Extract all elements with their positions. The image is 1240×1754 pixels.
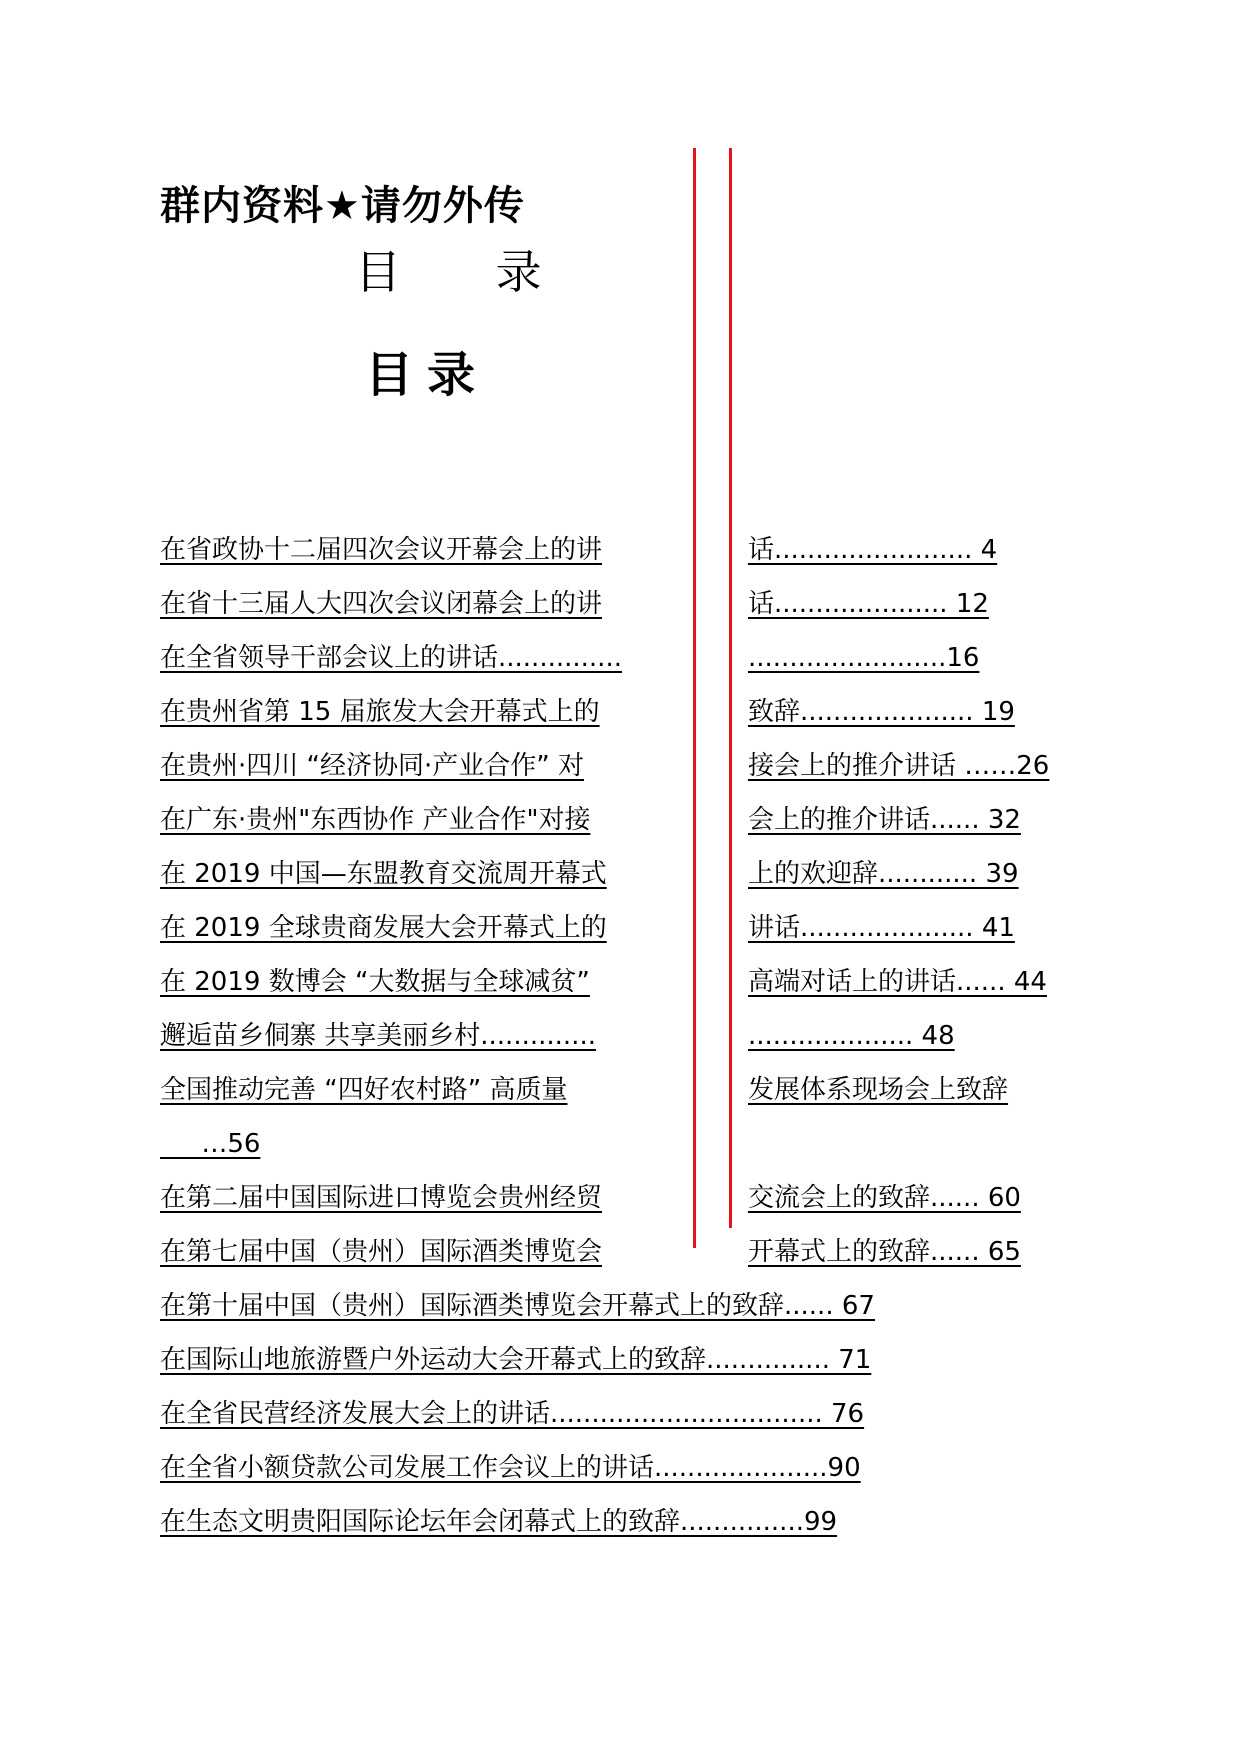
toc-entry-page[interactable]: ........................16 bbox=[748, 643, 980, 673]
toc-entry-page[interactable]: 接会上的推介讲话 ……26 bbox=[748, 751, 1050, 781]
toc-entry-page[interactable]: 发展体系现场会上致辞 bbox=[748, 1075, 1009, 1105]
toc-entry-page[interactable]: 上的欢迎辞............ 39 bbox=[748, 859, 1019, 889]
toc-entry-page[interactable]: .................... 48 bbox=[748, 1021, 955, 1051]
toc-entry-title[interactable]: 在省政协十二届四次会议开幕会上的讲 bbox=[160, 535, 603, 565]
toc-entry-title[interactable]: 在广东·贵州"东西协作 产业合作"对接 bbox=[160, 805, 591, 835]
toc-entry-page[interactable]: 致辞..................... 19 bbox=[748, 697, 1015, 727]
confidential-header: 群内资料★请勿外传 bbox=[160, 183, 525, 229]
toc-entry-title[interactable]: 在 2019 中国—东盟教育交流周开幕式 bbox=[160, 859, 607, 889]
toc-entry-title[interactable]: 在省十三届人大四次会议闭幕会上的讲 bbox=[160, 589, 603, 619]
toc-entry-title[interactable]: 在国际山地旅游暨户外运动大会开幕式上的致辞............... 71 bbox=[160, 1345, 872, 1375]
toc-entry-title[interactable]: 在贵州省第 15 届旅发大会开幕式上的 bbox=[160, 697, 600, 727]
toc-entry-title[interactable]: 邂逅苗乡侗寨 共享美丽乡村.............. bbox=[160, 1021, 596, 1051]
toc-entry-page[interactable]: 开幕式上的致辞...... 65 bbox=[748, 1237, 1021, 1267]
toc-entry-page[interactable]: 会上的推介讲话...... 32 bbox=[748, 805, 1021, 835]
toc-entry-title[interactable]: 在贵州·四川 “经济协同·产业合作” 对 bbox=[160, 751, 584, 781]
toc-entry-page[interactable]: 交流会上的致辞...... 60 bbox=[748, 1183, 1021, 1213]
toc-entry-page[interactable]: 高端对话上的讲话...... 44 bbox=[748, 967, 1047, 997]
toc-entry-title[interactable]: 在全省领导干部会议上的讲话............... bbox=[160, 643, 622, 673]
toc-entry-title[interactable]: 在 2019 全球贵商发展大会开幕式上的 bbox=[160, 913, 607, 943]
toc-entry-page[interactable]: …56 bbox=[160, 1129, 261, 1159]
toc-entry-page[interactable]: 话..................... 12 bbox=[748, 589, 989, 619]
toc-entry-title[interactable]: 在全省小额贷款公司发展工作会议上的讲话.....................90 bbox=[160, 1453, 861, 1483]
toc-entry-title[interactable]: 在生态文明贵阳国际论坛年会闭幕式上的致辞...............99 bbox=[160, 1507, 838, 1537]
toc-entry-title[interactable]: 在第二届中国国际进口博览会贵州经贸 bbox=[160, 1183, 603, 1213]
toc-title-bold: 目录 bbox=[365, 347, 490, 403]
toc-entry-title[interactable]: 在第七届中国（贵州）国际酒类博览会 bbox=[160, 1237, 603, 1267]
toc-title: 目 录 bbox=[355, 245, 582, 299]
toc-entry-title[interactable]: 在 2019 数博会 “大数据与全球减贫” bbox=[160, 967, 590, 997]
toc-entry-title[interactable]: 在全省民营经济发展大会上的讲话................................. 76 bbox=[160, 1399, 865, 1429]
toc-entry-title[interactable]: 全国推动完善 “四好农村路” 高质量 bbox=[160, 1075, 568, 1105]
toc-entry-title[interactable]: 在第十届中国（贵州）国际酒类博览会开幕式上的致辞...... 67 bbox=[160, 1291, 875, 1321]
toc-entry-page[interactable]: 话........................ 4 bbox=[748, 535, 998, 565]
toc-entry-page[interactable]: 讲话..................... 41 bbox=[748, 913, 1015, 943]
